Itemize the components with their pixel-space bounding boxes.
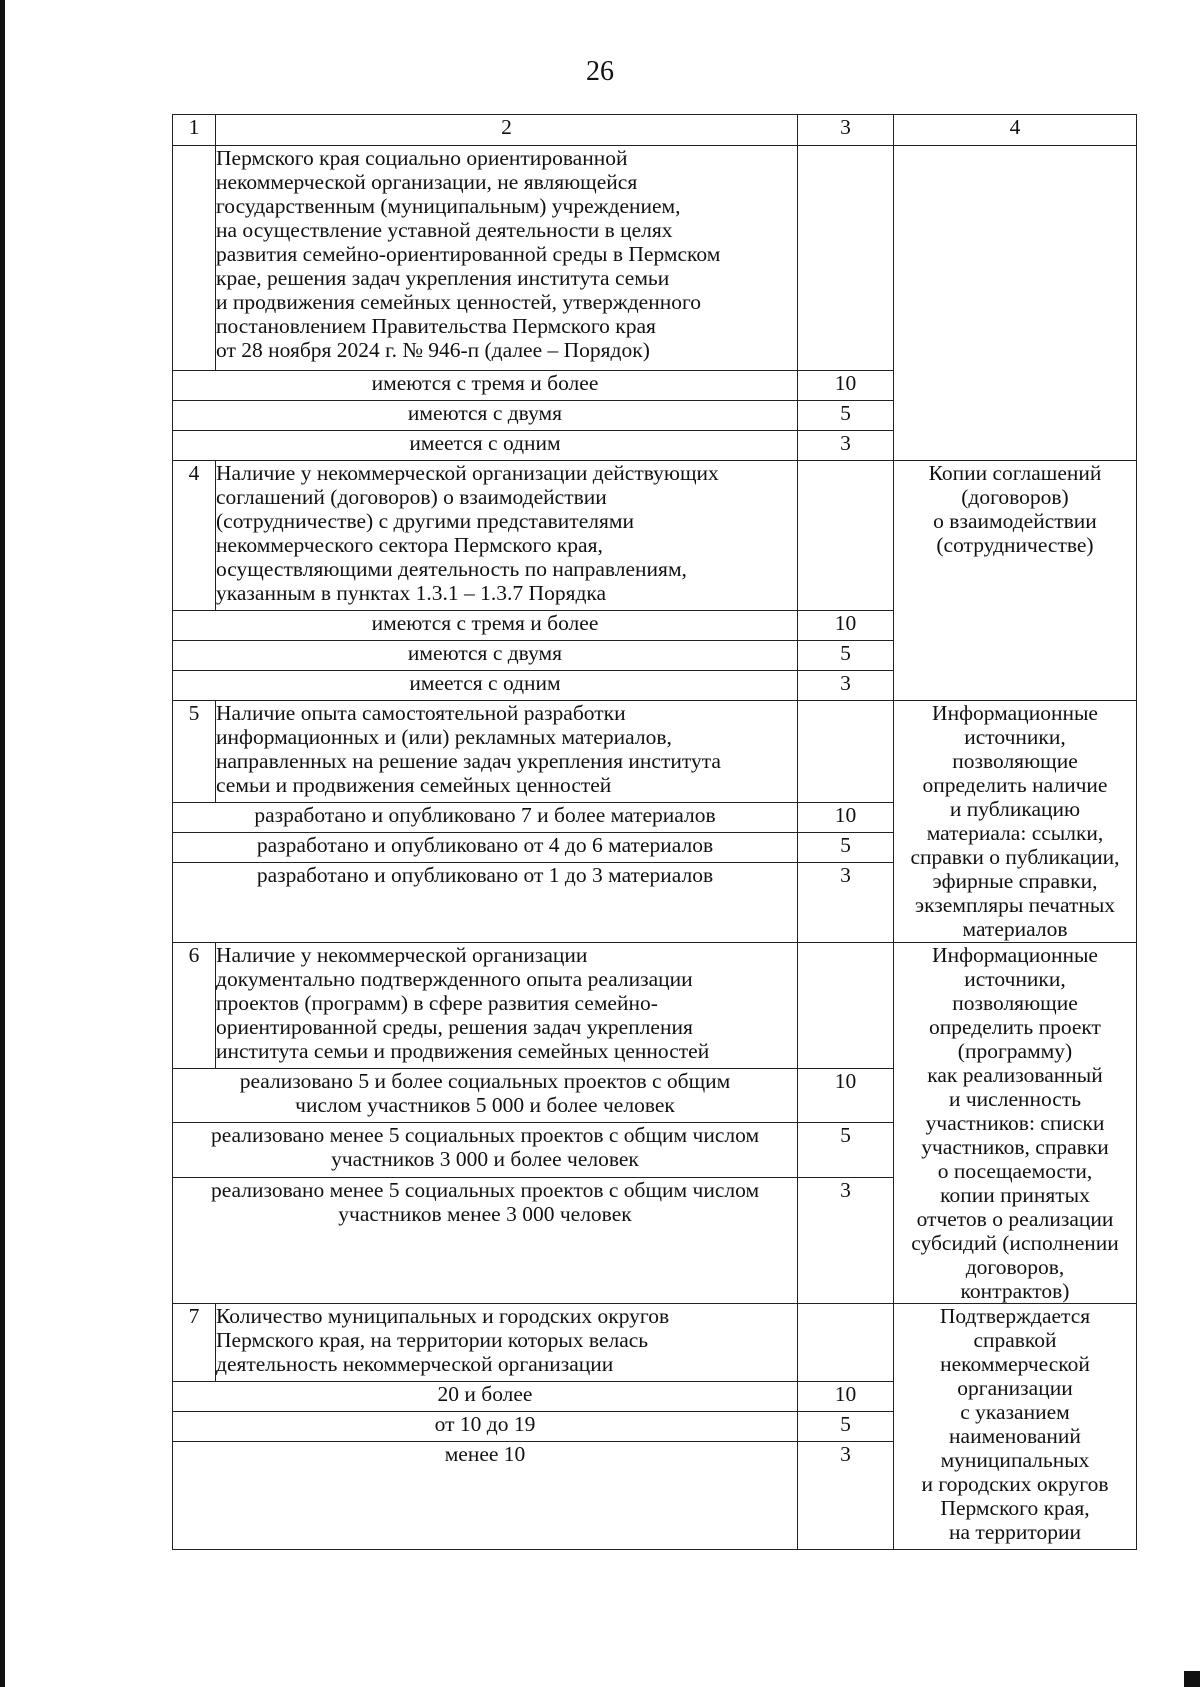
option-score: 10: [798, 371, 894, 401]
confirmation-cell: Информационные источники, позволяющие определить наличие и публикацию материала: ссылки, справки о публикации, эфирные справки, экземпляры печатных материалов: [894, 701, 1137, 943]
option-score: 10: [798, 611, 894, 641]
confirmation-cell: Информационные источники, позволяющие определить проект (программу) как реализованный и численность участников: списки участников, справки о посещаемости, копии принятых отчетов о реализации субсидий (исполнении договоров, контрактов): [894, 943, 1137, 1304]
option-score: 3: [798, 431, 894, 461]
criterion-number: 7: [173, 1304, 216, 1382]
option-label: реализовано 5 и более социальных проектов с общим числом участников 5 000 и более человек: [173, 1069, 798, 1123]
header-cell: 2: [216, 115, 798, 146]
scan-corner-mark: [1184, 1671, 1200, 1687]
option-label: имеются с тремя и более: [173, 611, 798, 641]
criterion-row: [173, 701, 1137, 803]
option-score: 10: [798, 803, 894, 833]
page-number: 26: [586, 56, 614, 87]
table-header-row: [173, 115, 1137, 146]
option-label: имеется с одним: [173, 431, 798, 461]
option-score: 10: [798, 1382, 894, 1412]
option-score: 3: [798, 863, 894, 943]
option-label: имеются с двумя: [173, 401, 798, 431]
option-score: 5: [798, 641, 894, 671]
criterion-text: Количество муниципальных и городских округов Пермского края, на территории которых велась деятельность некоммерческой организации: [216, 1304, 798, 1382]
criterion-row: [173, 146, 1137, 371]
criterion-row: [173, 943, 1137, 1069]
criterion-row: [173, 1304, 1137, 1382]
option-label: менее 10: [173, 1442, 798, 1550]
option-score: 5: [798, 401, 894, 431]
option-label: реализовано менее 5 социальных проектов с общим числом участников 3 000 и более человек: [173, 1123, 798, 1177]
header-cell: 3: [798, 115, 894, 146]
criteria-table: [172, 114, 1137, 1550]
confirmation-cell: [894, 146, 1137, 461]
option-label: имеются с двумя: [173, 641, 798, 671]
criterion-number: 6: [173, 943, 216, 1069]
option-label: имеется с одним: [173, 671, 798, 701]
criterion-number: 4: [173, 461, 216, 611]
option-label: реализовано менее 5 социальных проектов с общим числом участников менее 3 000 человек: [173, 1177, 798, 1303]
criterion-text: Наличие опыта самостоятельной разработки информационных и (или) рекламных материалов, направленных на решение задач укрепления института семьи и продвижения семейных ценностей: [216, 701, 798, 803]
criterion-number: 5: [173, 701, 216, 803]
criterion-text: Наличие у некоммерческой организации действующих соглашений (договоров) о взаимодействии (сотрудничестве) с другими представителями некоммерческого сектора Пермского края, осуществляющими деятельность по направлениям, указанным в пунктах 1.3.1 – 1.3.7 Порядка: [216, 461, 798, 611]
header-cell: 4: [894, 115, 1137, 146]
criterion-text: Наличие у некоммерческой организации документально подтвержденного опыта реализации проектов (программ) в сфере развития семейно- ориентированной среды, решения задач укрепления института семьи и продвижения семейных ценностей: [216, 943, 798, 1069]
option-score: 10: [798, 1069, 894, 1123]
confirmation-cell: Подтверждается справкой некоммерческой организации с указанием наименований муниципальных и городских округов Пермского края, на территории: [894, 1304, 1137, 1550]
option-label: имеются с тремя и более: [173, 371, 798, 401]
option-score: 5: [798, 833, 894, 863]
scan-edge: [0, 0, 5, 1687]
option-score: 3: [798, 1177, 894, 1303]
option-label: разработано и опубликовано от 1 до 3 материалов: [173, 863, 798, 943]
criterion-text: Пермского края социально ориентированной некоммерческой организации, не являющейся государственным (муниципальным) учреждением, на осуществление уставной деятельности в целях развития семейно-ориентированной среды в Пермском крае, решения задач укрепления института семьи и продвижения семейных ценностей, утвержденного постановлением Правительства Пермского края от 28 ноября 2024 г. № 946-п (далее – Порядок): [216, 146, 798, 371]
option-label: разработано и опубликовано 7 и более материалов: [173, 803, 798, 833]
confirmation-cell: Копии соглашений (договоров) о взаимодействии (сотрудничестве): [894, 461, 1137, 701]
criterion-row: [173, 461, 1137, 611]
option-label: разработано и опубликовано от 4 до 6 материалов: [173, 833, 798, 863]
criterion-number: [173, 146, 216, 371]
option-label: 20 и более: [173, 1382, 798, 1412]
option-score: 5: [798, 1412, 894, 1442]
option-score: 3: [798, 1442, 894, 1550]
option-label: от 10 до 19: [173, 1412, 798, 1442]
option-score: 3: [798, 671, 894, 701]
option-score: 5: [798, 1123, 894, 1177]
header-cell: 1: [173, 115, 216, 146]
